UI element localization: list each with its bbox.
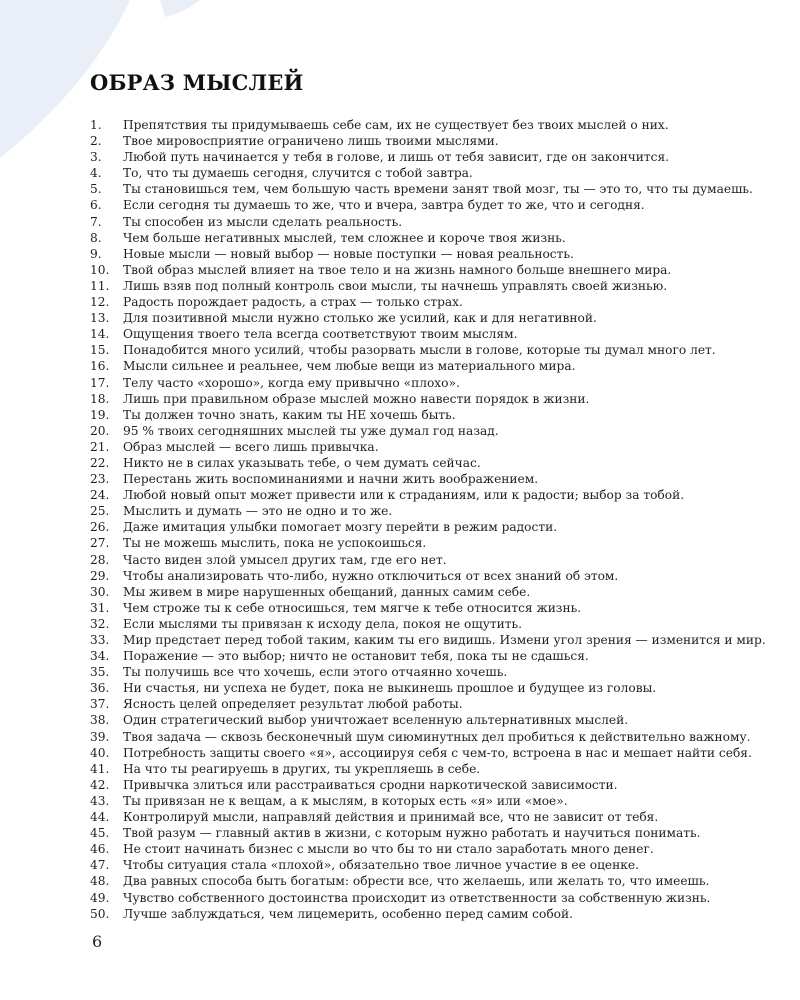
list-item-number: 16.	[90, 359, 110, 374]
list-item-text: Понадобится много усилий, чтобы разорвать мысли в голове, которые ты думал много лет.	[123, 343, 716, 358]
list-item-text: Чтобы ситуация стала «плохой», обязательно твое личное участие в ее оценке.	[123, 858, 639, 873]
list-item	[90, 407, 770, 423]
list-item-text: Поражение — это выбор; ничто не остановит тебя, пока ты не сдашься.	[123, 649, 589, 664]
list-item-number: 3.	[90, 150, 102, 165]
list-item	[90, 712, 770, 728]
list-item-text: Ты привязан не к вещам, а к мыслям, в которых есть «я» или «мое».	[123, 793, 568, 808]
list-item-number: 48.	[90, 874, 110, 889]
list-item-text: Препятствия ты придумываешь себе сам, их не существует без твоих мыслей о них.	[123, 118, 669, 132]
list-item	[90, 777, 770, 793]
list-item-number: 4.	[90, 166, 102, 181]
list-item-number: 45.	[90, 826, 110, 841]
list-item	[90, 439, 770, 455]
list-item-number: 40.	[90, 745, 110, 760]
list-item-text: Твоя задача — сквозь бесконечный шум сиюминутных дел пробиться к действительно важному.	[123, 729, 751, 744]
list-item-text: Телу часто «хорошо», когда ему привычно «плохо».	[123, 375, 460, 390]
list-item-number: 25.	[90, 504, 110, 519]
list-item-text: То, что ты думаешь сегодня, случится с тобой завтра.	[123, 166, 473, 181]
list-item-text: На что ты реагируешь в других, ты укрепляешь в себе.	[123, 761, 481, 776]
list-item	[90, 761, 770, 777]
list-item-text: Образ мыслей — всего лишь привычка.	[123, 439, 379, 454]
list-item	[90, 680, 770, 696]
list-item-number: 27.	[90, 536, 110, 551]
list-item	[90, 519, 770, 535]
list-item-number: 18.	[90, 391, 110, 406]
numbered-list	[90, 117, 770, 922]
list-item	[90, 825, 770, 841]
list-item	[90, 117, 770, 133]
list-item-number: 14.	[90, 327, 110, 342]
list-item-text: Чем больше негативных мыслей, тем сложнее и короче твоя жизнь.	[123, 230, 566, 245]
list-item	[90, 616, 770, 632]
list-item-text: Ясность целей определяет результат любой работы.	[123, 697, 463, 712]
list-item-text: Ты становишься тем, чем большую часть времени занят твой мозг, ты — это то, что ты думаешь.	[123, 182, 753, 197]
list-item-text: Твое мировосприятие ограничено лишь твоими мыслями.	[123, 134, 499, 149]
list-item-text: Ты способен из мысли сделать реальность.	[123, 214, 403, 229]
list-item-text: Чтобы анализировать что-либо, нужно отключиться от всех знаний об этом.	[123, 568, 619, 583]
list-item	[90, 149, 770, 165]
list-item	[90, 181, 770, 197]
list-item-text: Потребность защиты своего «я», ассоциируя себя с чем-то, встроена в нас и мешает найти себя.	[123, 745, 752, 760]
list-item-number: 42.	[90, 777, 110, 792]
list-item-text: Лучше заблуждаться, чем лицемерить, особенно перед самим собой.	[123, 906, 574, 921]
list-item-text: Ощущения твоего тела всегда соответствуют твоим мыслям.	[123, 327, 518, 342]
list-item	[90, 568, 770, 584]
list-item-text: Для позитивной мысли нужно столько же усилий, как и для негативной.	[123, 311, 597, 326]
list-item-number: 31.	[90, 600, 110, 615]
list-item-number: 15.	[90, 343, 110, 358]
list-item-text: Чем строже ты к себе относишься, тем мягче к тебе относится жизнь.	[123, 600, 582, 615]
list-item	[90, 342, 770, 358]
list-item	[90, 391, 770, 407]
list-item	[90, 632, 770, 648]
list-item-text: Даже имитация улыбки помогает мозгу перейти в режим радости.	[123, 520, 558, 535]
list-item-text: Твой разум — главный актив в жизни, с которым нужно работать и научиться понимать.	[123, 826, 701, 841]
list-item-number: 30.	[90, 584, 110, 599]
list-item-text: Чувство собственного достоинства происходит из ответственности за собственную жизнь.	[123, 890, 711, 905]
list-item-number: 46.	[90, 842, 110, 857]
list-item-text: Мир предстает перед тобой таким, каким ты его видишь. Измени угол зрения — изменится и мир.	[123, 633, 766, 647]
list-item-number: 11.	[90, 278, 110, 293]
list-item-number: 26.	[90, 520, 110, 535]
list-item	[90, 729, 770, 745]
list-item-text: Перестань жить воспоминаниями и начни жить воображением.	[123, 472, 539, 487]
list-item	[90, 294, 770, 310]
list-item-number: 19.	[90, 407, 110, 422]
list-item	[90, 584, 770, 600]
list-item-text: Любой новый опыт может привести или к страданиям, или к радости; выбор за тобой.	[123, 488, 685, 503]
list-item-number: 13.	[90, 311, 110, 326]
list-item	[90, 809, 770, 825]
list-item	[90, 600, 770, 616]
list-item-number: 36.	[90, 681, 110, 696]
list-item-number: 24.	[90, 488, 110, 503]
list-item	[90, 487, 770, 503]
list-item-number: 8.	[90, 230, 102, 245]
list-item	[90, 262, 770, 278]
list-item	[90, 133, 770, 149]
page-content	[90, 70, 770, 922]
list-item-text: Радость порождает радость, а страх — только страх.	[123, 295, 463, 310]
list-item-text: Часто виден злой умысел других там, где его нет.	[123, 552, 447, 567]
list-item-number: 35.	[90, 665, 110, 680]
list-item-number: 20.	[90, 423, 110, 438]
list-item	[90, 278, 770, 294]
list-item-number: 37.	[90, 697, 110, 712]
list-item-number: 29.	[90, 568, 110, 583]
list-item-text: Ни счастья, ни успеха не будет, пока не выкинешь прошлое и будущее из головы.	[123, 681, 657, 696]
list-item-text: Лишь взяв под полный контроль свои мысли, ты начнешь управлять своей жизнью.	[123, 278, 668, 293]
list-item	[90, 745, 770, 761]
list-item-number: 43.	[90, 793, 110, 808]
list-item-text: Не стоит начинать бизнес с мысли во что бы то ни стало заработать много денег.	[123, 842, 654, 857]
list-item	[90, 214, 770, 230]
list-item-text: Мысли сильнее и реальнее, чем любые вещи из материального мира.	[123, 359, 576, 374]
list-item-number: 12.	[90, 295, 110, 310]
list-item	[90, 455, 770, 471]
list-item-number: 9.	[90, 246, 102, 261]
list-item-number: 41.	[90, 761, 110, 776]
list-item	[90, 375, 770, 391]
list-item-text: Никто не в силах указывать тебе, о чем думать сейчас.	[123, 455, 481, 470]
list-item-number: 38.	[90, 713, 110, 728]
page-title: ОБРАЗ МЫСЛЕЙ	[90, 70, 304, 95]
list-item-text: Ты должен точно знать, каким ты НЕ хочешь быть.	[123, 407, 456, 422]
list-item	[90, 535, 770, 551]
list-item-number: 7.	[90, 214, 102, 229]
list-item-number: 49.	[90, 890, 110, 905]
list-item-text: Мыслить и думать — это не одно и то же.	[123, 504, 393, 519]
list-item-text: Ты получишь все что хочешь, если этого отчаянно хочешь.	[123, 665, 508, 680]
list-item	[90, 165, 770, 181]
list-item-text: Если сегодня ты думаешь то же, что и вчера, завтра будет то же, что и сегодня.	[123, 198, 645, 213]
list-item	[90, 857, 770, 873]
list-item	[90, 552, 770, 568]
list-item-number: 5.	[90, 182, 102, 197]
list-item-number: 22.	[90, 455, 110, 470]
list-item-number: 6.	[90, 198, 102, 213]
list-item-number: 1.	[90, 118, 102, 132]
list-item	[90, 503, 770, 519]
list-item	[90, 246, 770, 262]
list-item	[90, 326, 770, 342]
list-item-text: Лишь при правильном образе мыслей можно навести порядок в жизни.	[123, 391, 590, 406]
list-item-number: 10.	[90, 262, 110, 277]
list-item	[90, 873, 770, 889]
list-item-number: 17.	[90, 375, 110, 390]
list-item-text: Два равных способа быть богатым: обрести все, что желаешь, или желать то, что имеешь.	[123, 874, 710, 889]
list-item	[90, 890, 770, 906]
list-item-number: 23.	[90, 472, 110, 487]
list-item	[90, 230, 770, 246]
list-item	[90, 423, 770, 439]
list-item-number: 44.	[90, 810, 110, 825]
list-item-number: 21.	[90, 439, 110, 454]
list-item-text: Твой образ мыслей влияет на твое тело и на жизнь намного больше внешнего мира.	[123, 262, 672, 277]
list-item	[90, 906, 770, 922]
list-item	[90, 471, 770, 487]
list-item-number: 34.	[90, 649, 110, 664]
list-item	[90, 648, 770, 664]
list-item	[90, 310, 770, 326]
list-item-number: 32.	[90, 616, 110, 631]
list-item-number: 33.	[90, 633, 110, 647]
list-item-number: 47.	[90, 858, 110, 873]
list-item	[90, 793, 770, 809]
list-item-text: Если мыслями ты привязан к исходу дела, покоя не ощутить.	[123, 616, 523, 631]
page-number: 6	[92, 932, 103, 951]
list-item	[90, 696, 770, 712]
list-item-text: Ты не можешь мыслить, пока не успокоишься.	[123, 536, 427, 551]
list-item-number: 28.	[90, 552, 110, 567]
list-item-text: Мы живем в мире нарушенных обещаний, данных самим себе.	[123, 584, 531, 599]
list-item	[90, 197, 770, 213]
list-item	[90, 358, 770, 374]
list-item-text: Привычка злиться или расстраиваться сродни наркотической зависимости.	[123, 777, 618, 792]
list-item-text: Любой путь начинается у тебя в голове, и лишь от тебя зависит, где он закончится.	[123, 150, 670, 165]
list-item-text: Контролируй мысли, направляй действия и принимай все, что не зависит от тебя.	[123, 810, 659, 825]
list-item-text: Новые мысли — новый выбор — новые поступки — новая реальность.	[123, 246, 574, 261]
list-item-number: 2.	[90, 134, 102, 149]
list-item-number: 50.	[90, 906, 110, 921]
list-item-text: Один стратегический выбор уничтожает вселенную альтернативных мыслей.	[123, 713, 629, 728]
list-item	[90, 664, 770, 680]
list-item	[90, 841, 770, 857]
list-item-text: 95 % твоих сегодняшних мыслей ты уже думал год назад.	[123, 423, 499, 438]
list-item-number: 39.	[90, 729, 110, 744]
